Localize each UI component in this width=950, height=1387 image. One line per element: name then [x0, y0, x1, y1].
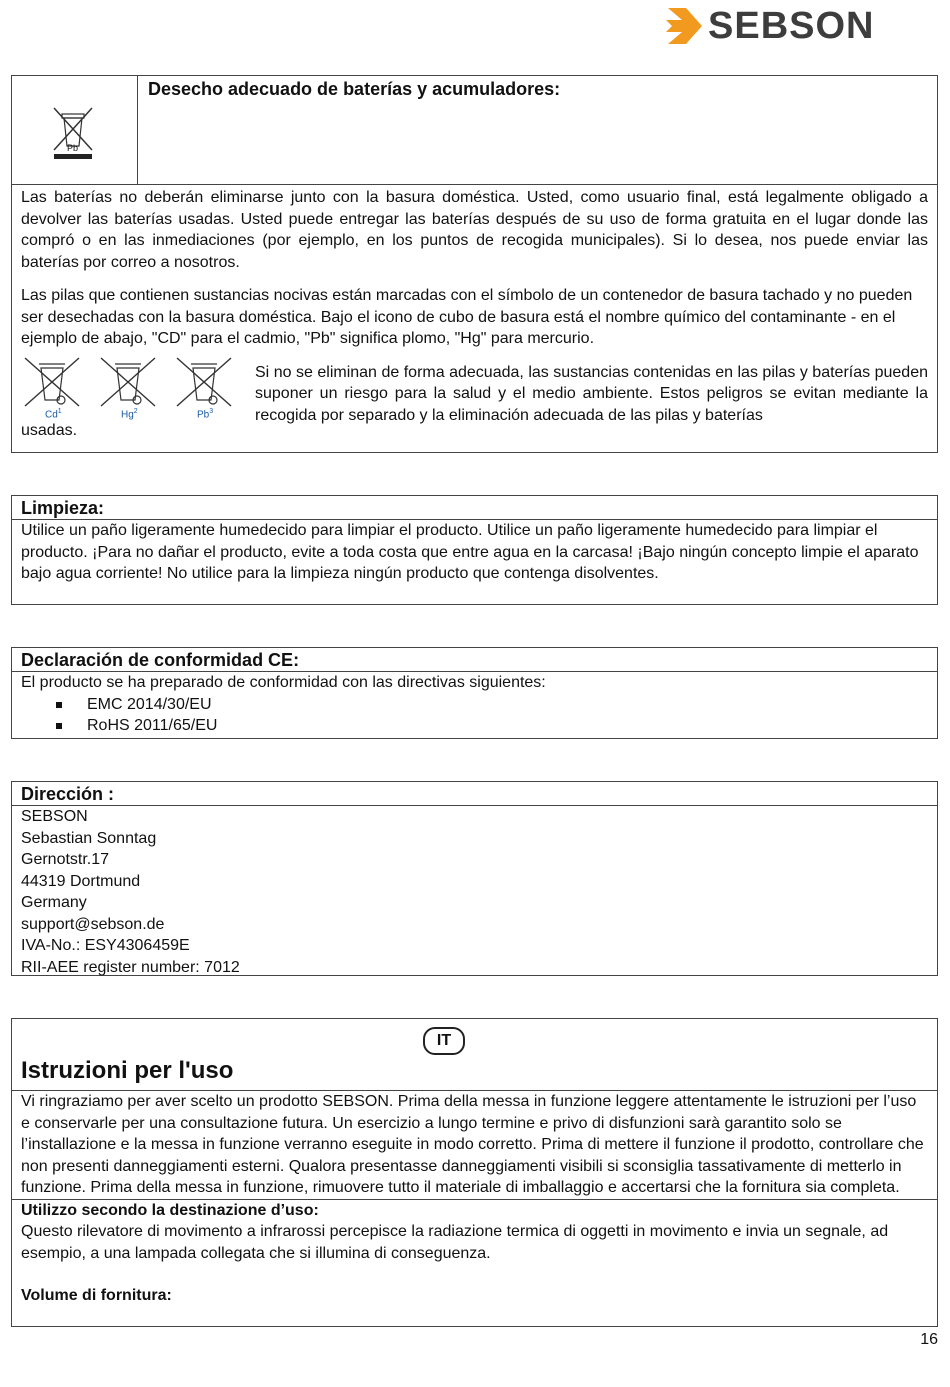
- address-line: RII-AEE register number: 7012: [21, 958, 240, 976]
- ce-section: [11, 647, 938, 739]
- crossed-bin-pb-icon: [173, 356, 235, 408]
- battery-section: [11, 75, 938, 453]
- crossed-bin-hg-icon: [97, 356, 159, 408]
- ce-intro: El producto se ha preparado de conformidad con las directivas siguientes:: [21, 674, 546, 691]
- address-line: IVA-No.: ESY4306459E: [21, 937, 190, 954]
- battery-para-3: Si no se eliminan de forma adecuada, las sustancias contenidas en las pilas y baterías pueden suponer un riesgo para la salud y el medio ambiente. Estos peligros se evitan mediante la recogida por separado y la eliminación adecuada de las pilas y baterías: [255, 363, 928, 424]
- battery-para-2: Las pilas que contienen sustancias nocivas están marcadas con el símbolo de un contenedor de basura tachado y no pueden ser desechadas con la basura doméstica. Bajo el icono de cubo de basura está el nombre químico del contaminante - en el ejemplo de abajo, "CD" para el cadmio, "Pb" significa plomo, "Hg" para mercurio.: [21, 287, 913, 347]
- address-line: Sebastian Sonntag: [21, 829, 157, 847]
- address-line: 44319 Dortmund: [21, 872, 141, 890]
- ce-directive-item: RoHS 2011/65/EU: [54, 715, 928, 737]
- battery-para-3-tail: usadas.: [21, 422, 78, 439]
- bin-label-cd: Cd$^1$: [45, 407, 62, 420]
- logo-text: SEBSON: [708, 5, 875, 47]
- battery-icon-cell: [12, 76, 138, 184]
- crossed-bin-cd-icon: [21, 356, 83, 408]
- address-line: Gernotstr.17: [21, 851, 110, 868]
- address-line: support@sebson.de: [21, 915, 165, 933]
- italian-supply-heading: Volume di fornitura:: [21, 1287, 172, 1304]
- bin-label-pb: Pb$^3$: [197, 407, 214, 420]
- address-heading: Dirección :: [21, 784, 115, 804]
- ce-directive-item: EMC 2014/30/EU: [54, 694, 928, 716]
- language-badge-it: IT: [423, 1027, 465, 1055]
- crossed-bin-icon: [52, 106, 94, 162]
- bin-icon-cd: [21, 356, 83, 422]
- bin-icon-hg: [97, 356, 159, 422]
- logo-chevron-icon: [660, 6, 704, 46]
- ce-directive-list: [21, 694, 928, 737]
- address-section: [11, 781, 938, 976]
- italian-use-text: Questo rilevatore di movimento a infrarossi percepisce la radiazione termica di oggetti in movimento e invia un segnale, ad esempio, a una lampada collegata che si illumina di conseguenza.: [21, 1223, 889, 1262]
- address-line: Germany: [21, 894, 87, 911]
- ce-heading: Declaración de conformidad CE:: [21, 650, 300, 670]
- battery-heading: Desecho adecuado de baterías y acumuladores:: [148, 79, 561, 99]
- italian-intro: Vi ringraziamo per aver scelto un prodotto SEBSON. Prima della messa in funzione leggere attentamente le istruzioni per l’uso e conservarle per una consultazione futura. Un esercizio a lungo termine e privo di disfunzioni sarà garantito solo se l’installazione e la messa in funzione verranno eseguite in modo corretto. Prima di mettere il funzione il prodotto, controllare che non presenti danneggiamenti esterni. Qualora presentasse danneggiamenti visibili si sconsiglia tassativamente di metterlo in funzione. Prima della messa in funzione, rimuovere tutto il materiale di imballaggio e accertarsi che la fornitura sia completa.: [21, 1093, 924, 1196]
- italian-heading: Istruzioni per l'uso: [21, 1057, 234, 1084]
- italian-section: [11, 1018, 938, 1327]
- page-number: 16: [920, 1331, 938, 1348]
- cleaning-section: [11, 495, 938, 605]
- cleaning-heading: Limpieza:: [21, 498, 105, 518]
- italian-use-heading: Utilizzo secondo la destinazione d’uso:: [21, 1201, 319, 1219]
- battery-para-1: Las baterías no deberán eliminarse junto con la basura doméstica. Usted, como usuario final, está legalmente obligado a devolver las baterías usadas. Usted puede entregar las baterías después de su uso de forma gratuita en el lugar donde las compró o en las inmediaciones (por ejemplo, en los puntos de recogida municipales). Si lo desea, nos puede enviar las baterías por correo a nosotros.: [21, 189, 928, 271]
- bin-label-hg: Hg$^2$: [121, 407, 138, 420]
- bin-icon-pb: [173, 356, 235, 422]
- bin-icons-row: [21, 356, 255, 427]
- cleaning-text: Utilice un paño ligeramente humedecido para limpiar el producto. Utilice un paño ligeramente humedecido para limpiar el producto. ¡Para no dañar el producto, evite a toda costa que entre agua en la carcasa! ¡Bajo ningún concepto limpie el aparato bajo agua corriente! No utilice para la limpieza ningún producto que contenga disolventes.: [21, 522, 919, 582]
- battery-icon-label: Pb: [67, 143, 79, 153]
- brand-logo: [660, 6, 890, 46]
- address-line: SEBSON: [21, 808, 88, 825]
